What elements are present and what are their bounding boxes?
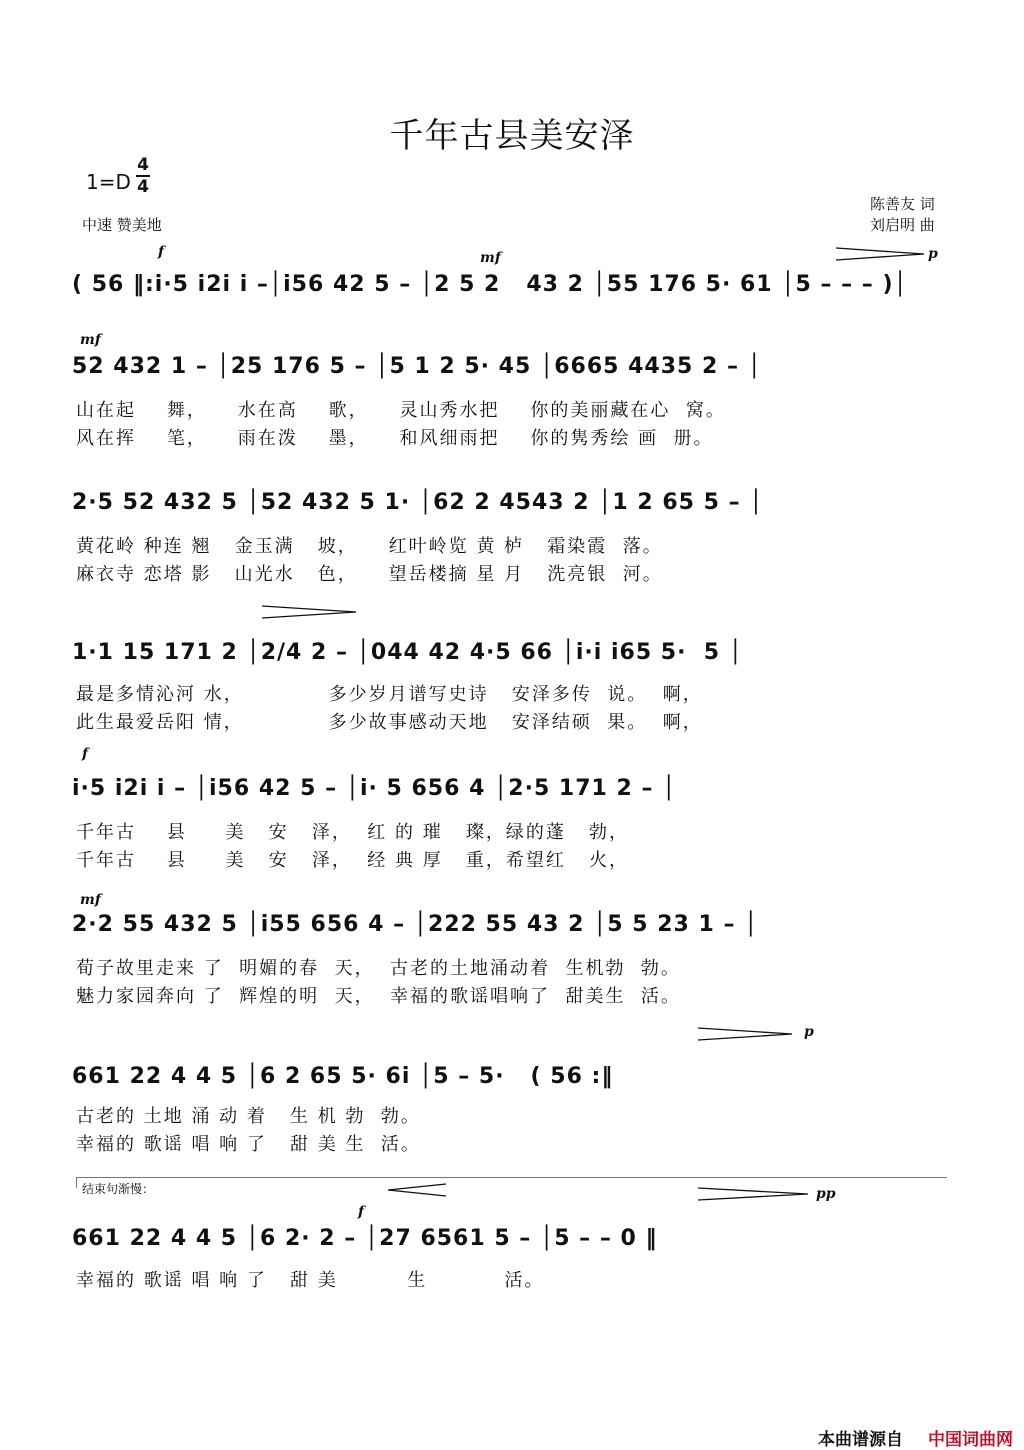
lyric-line: 幸福的 歌谣 唱 响 了 甜 美 生 活。	[76, 1134, 421, 1155]
tempo-marking: 中速 赞美地	[82, 216, 162, 234]
decrescendo-hairpin	[262, 604, 358, 620]
notation-line: i·5 i2i i – │i56 42 5 – │i· 5 656 4 │2·5 171 2 – │	[72, 776, 677, 801]
lyric-line: 黄花岭 种连 翘 金玉满 坡， 红叶岭览 黄 栌 霜染霞 落。	[76, 536, 663, 557]
dynamic-mark: f	[358, 1204, 365, 1220]
dynamic-mark: pp	[816, 1186, 836, 1202]
composer-credit: 刘启明 曲	[870, 216, 935, 234]
notation-line: 1·1 15 171 2 │2/4 2 – │044 42 4·5 66 │i·i i65 5· 5 │	[72, 640, 743, 665]
notation-line: 2·5 52 432 5 │52 432 5 1· │62 2 4543 2 │1 2 65 5 – │	[72, 490, 764, 515]
dynamic-mark: mf	[80, 892, 101, 908]
dynamic-mark: mf	[80, 332, 101, 348]
time-sig-top: 4	[137, 155, 149, 175]
decrescendo-hairpin	[698, 1186, 810, 1202]
lyric-line: 山在起 舞， 水在高 歌， 灵山秀水把 你的美丽藏在心 窝。	[76, 400, 726, 421]
lyric-line: 千年古 县 美 安 泽， 红 的 璀 璨，绿的蓬 勃，	[76, 822, 630, 843]
dynamic-mark: f	[82, 746, 89, 762]
decrescendo-hairpin	[698, 1026, 794, 1042]
notation-line: 2·2 55 432 5 │i55 656 4 – │222 55 43 2 │5 5 23 1 – │	[72, 912, 759, 937]
notation-line: 661 22 4 4 5 │6 2 65 5· 6i │5 – 5· ( 56 :‖	[72, 1064, 614, 1089]
dynamic-mark: p	[804, 1024, 814, 1040]
lyric-line: 幸福的 歌谣 唱 响 了 甜 美 生 活。	[76, 1270, 545, 1291]
lyricist-credit: 陈善友 词	[870, 195, 935, 213]
notation-line: ( 56 ‖:i·5 i2i i –│i56 42 5 – │2 5 2 43 2 │55 176 5· 61 │5 – – – )│	[72, 272, 908, 297]
time-signature	[136, 156, 150, 196]
lyric-line: 此生最爱岳阳 情， 多少故事感动天地 安泽结硕 果。 啊，	[76, 712, 703, 733]
lyric-line: 千年古 县 美 安 泽， 经 典 厚 重，希望红 火，	[76, 850, 630, 871]
notation-line: 52 432 1 – │25 176 5 – │5 1 2 5· 45 │6665 4435 2 – │	[72, 354, 762, 379]
key-signature: 1=D	[86, 170, 131, 194]
page-title: 千年古县美安泽	[389, 116, 635, 156]
lyric-line: 魅力家园奔向 了 辉煌的明 天， 幸福的歌谣唱响了 甜美生 活。	[76, 986, 681, 1007]
lyric-line: 最是多情沁河 水， 多少岁月谱写史诗 安泽多传 说。 啊，	[76, 684, 703, 705]
dynamic-mark: mf	[480, 250, 501, 266]
footer-source: 本曲谱源自	[818, 1430, 903, 1450]
ending-label: 结束句渐慢：	[82, 1182, 155, 1196]
dynamic-mark: p	[928, 246, 938, 262]
notation-line: 661 22 4 4 5 │6 2· 2 – │27 6561 5 – │5 – – 0 ‖	[72, 1226, 658, 1251]
time-sig-bottom: 4	[137, 177, 149, 197]
lyric-line: 麻衣寺 恋塔 影 山光水 色， 望岳楼摘 星 月 洗亮银 河。	[76, 564, 663, 585]
lyric-line: 荀子故里走来 了 明媚的春 天， 古老的土地涌动着 生机勃 勃。	[76, 958, 681, 979]
crescendo-hairpin	[388, 1182, 448, 1198]
lyric-line: 古老的 土地 涌 动 着 生 机 勃 勃。	[76, 1106, 421, 1127]
lyric-line: 风在挥 笔， 雨在泼 墨， 和风细雨把 你的隽秀绘 画 册。	[76, 428, 714, 449]
decrescendo-hairpin	[836, 246, 926, 262]
footer-site-link[interactable]: 中国词曲网	[928, 1430, 1013, 1450]
dynamic-mark: f	[158, 244, 165, 260]
